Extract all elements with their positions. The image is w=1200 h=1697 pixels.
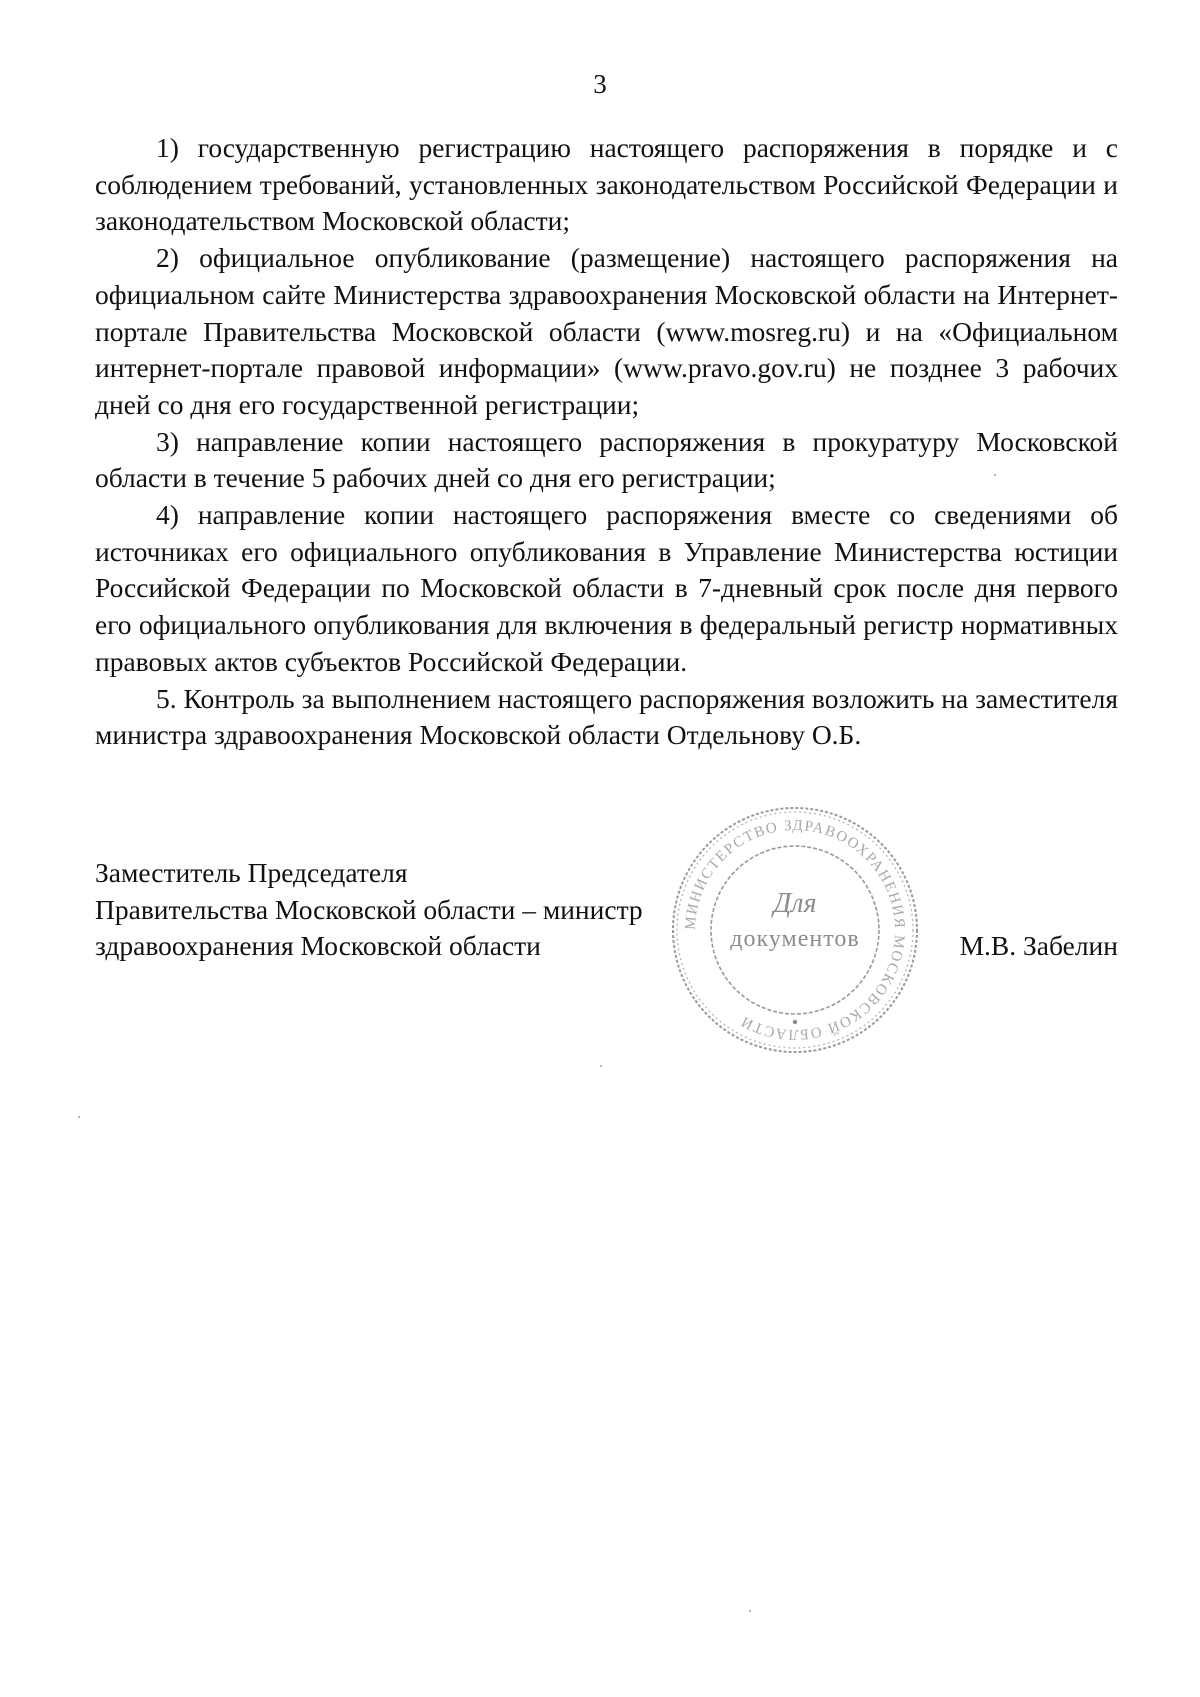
stamp-center-line-1: Для	[773, 888, 817, 919]
document-body	[95, 130, 1118, 754]
stamp-seal-icon	[665, 800, 925, 1060]
signatory-title-line: Правительства Московской области – министр	[95, 893, 643, 925]
page-number: 3	[593, 69, 607, 99]
paragraph-item-1: 1) государственную регистрацию настоящего распоряжения в порядке и с соблюдением требований, установленных законодательством Российской Федерации и законодательством Московской области;	[95, 132, 1118, 237]
paragraph-item-2: 2) официальное опубликование (размещение) настоящего распоряжения на официальном сайте Министерства здравоохранения Московской области на Интернет-портале Правительства Московской области (www.mosreg.ru) и на «Официальном интернет-портале правовой информации» (www.pravo.gov.ru) не позднее 3 рабочих дней со дня его государственной регистрации;	[95, 242, 1118, 420]
signatory-title-line: здравоохранения Московской области	[95, 930, 541, 962]
signatory-title-line: Заместитель Председателя	[95, 857, 408, 888]
official-stamp	[665, 800, 925, 1060]
stamp-center-line-2: документов	[730, 926, 860, 952]
scan-speck	[78, 1116, 80, 1118]
scan-speck	[994, 474, 996, 476]
paragraph-item-5: 5. Контроль за выполнением настоящего распоряжения возложить на заместителя министра здравоохранения Московской области Отдельнову О.Б.	[95, 682, 1118, 751]
scan-speck	[749, 1610, 751, 1612]
signature-block	[95, 855, 1118, 1005]
signatory-name: М.В. Забелин	[959, 930, 1118, 961]
paragraph-item-4: 4) направление копии настоящего распоряжения вместе со сведениями об источниках его официального опубликования в Управление Министерства юстиции Российской Федерации по Московской области в 7-дневный срок после дня первого его официального опубликования для включения в федеральный регистр нормативных правовых актов субъектов Российской Федерации.	[95, 499, 1118, 677]
scan-speck	[600, 1065, 602, 1067]
signatory-title	[95, 855, 643, 965]
paragraph-item-3: 3) направление копии настоящего распоряжения в прокуратуру Московской области в течение 5 рабочих дней со дня его регистрации;	[95, 425, 1118, 494]
stamp-ring-text: МИНИСТЕРСТВО ЗДРАВООХРАНЕНИЯ МОСКОВСКОЙ ОБЛАСТИ	[682, 817, 908, 1043]
